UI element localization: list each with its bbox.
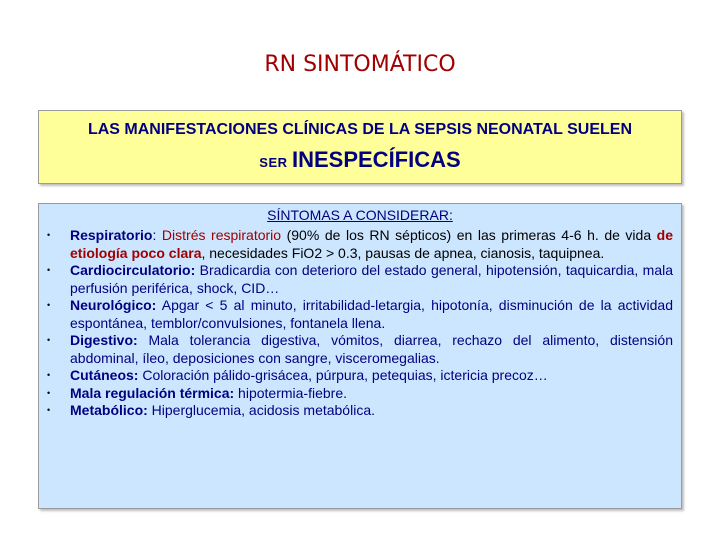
- list-item-regulacion-termica: [39, 385, 681, 403]
- item-label: Respiratorio: [70, 227, 153, 243]
- list-item-digestivo: [39, 332, 681, 367]
- item-text: hipotermia-fiebre.: [234, 384, 347, 401]
- item-text: (90% de los RN sépticos) en las primeras 4-6 h. de vida: [281, 227, 657, 243]
- symptoms-panel: [38, 203, 682, 509]
- item-label: Mala regulación térmica:: [70, 384, 235, 401]
- panel-heading: SÍNTOMAS A CONSIDERAR:: [267, 207, 453, 223]
- bullet-icon: •: [47, 370, 51, 380]
- item-label: Neurológico:: [70, 297, 157, 313]
- bullet-icon: •: [47, 335, 51, 345]
- banner-word-inespecificas: INESPECÍFICAS: [291, 147, 461, 172]
- banner-line-2: [39, 147, 681, 173]
- banner-word-ser: SER: [259, 155, 288, 170]
- item-separator: :: [152, 227, 162, 243]
- symptoms-list: [39, 227, 681, 420]
- list-item-respiratorio: [39, 227, 681, 262]
- summary-banner: [38, 110, 682, 184]
- bullet-icon: •: [47, 387, 51, 398]
- item-label: Cardiocirculatorio:: [70, 262, 196, 278]
- item-text: Apgar < 5 al minuto, irritabilidad-letargia, hipotonía, disminución de la actividad espontánea, temblor/convulsiones, fontanela llena.: [70, 297, 673, 331]
- page-title: RN SINTOMÁTICO: [264, 52, 456, 77]
- item-text: Bradicardia con deterioro del estado general, hipotensión, taquicardia, mala perfusión periférica, shock, CID…: [70, 262, 673, 296]
- banner-line-1: LAS MANIFESTACIONES CLÍNICAS DE LA SEPSIS NEONATAL SUELEN: [87, 121, 633, 138]
- list-item-cardiocirculatorio: [39, 262, 681, 297]
- list-item-metabolico: [39, 402, 681, 420]
- item-label: Cutáneos:: [70, 367, 139, 383]
- list-item-neurologico: [39, 297, 681, 332]
- bullet-icon: •: [47, 265, 51, 275]
- bullet-icon: •: [47, 300, 51, 310]
- item-text: Coloración pálido-grisácea, púrpura, petequias, ictericia precoz…: [138, 367, 548, 383]
- bullet-icon: •: [47, 405, 51, 415]
- item-highlight: Distrés respiratorio: [161, 227, 282, 243]
- item-text: Mala tolerancia digestiva, vómitos, diarrea, rechazo del alimento, distensión abdominal, íleo, deposiciones con sangre, visceromegalias.: [70, 332, 673, 366]
- item-highlight-2: de etiología poco clara: [70, 227, 674, 261]
- item-label: Digestivo:: [70, 332, 138, 348]
- bullet-icon: •: [47, 230, 51, 240]
- item-text: Hiperglucemia, acidosis metabólica.: [147, 402, 375, 418]
- item-label: Metabólico:: [70, 402, 148, 418]
- item-text-2: , necesidades FiO2 > 0.3, pausas de apnea, cianosis, taquipnea.: [201, 244, 605, 261]
- list-item-cutaneos: [39, 367, 681, 385]
